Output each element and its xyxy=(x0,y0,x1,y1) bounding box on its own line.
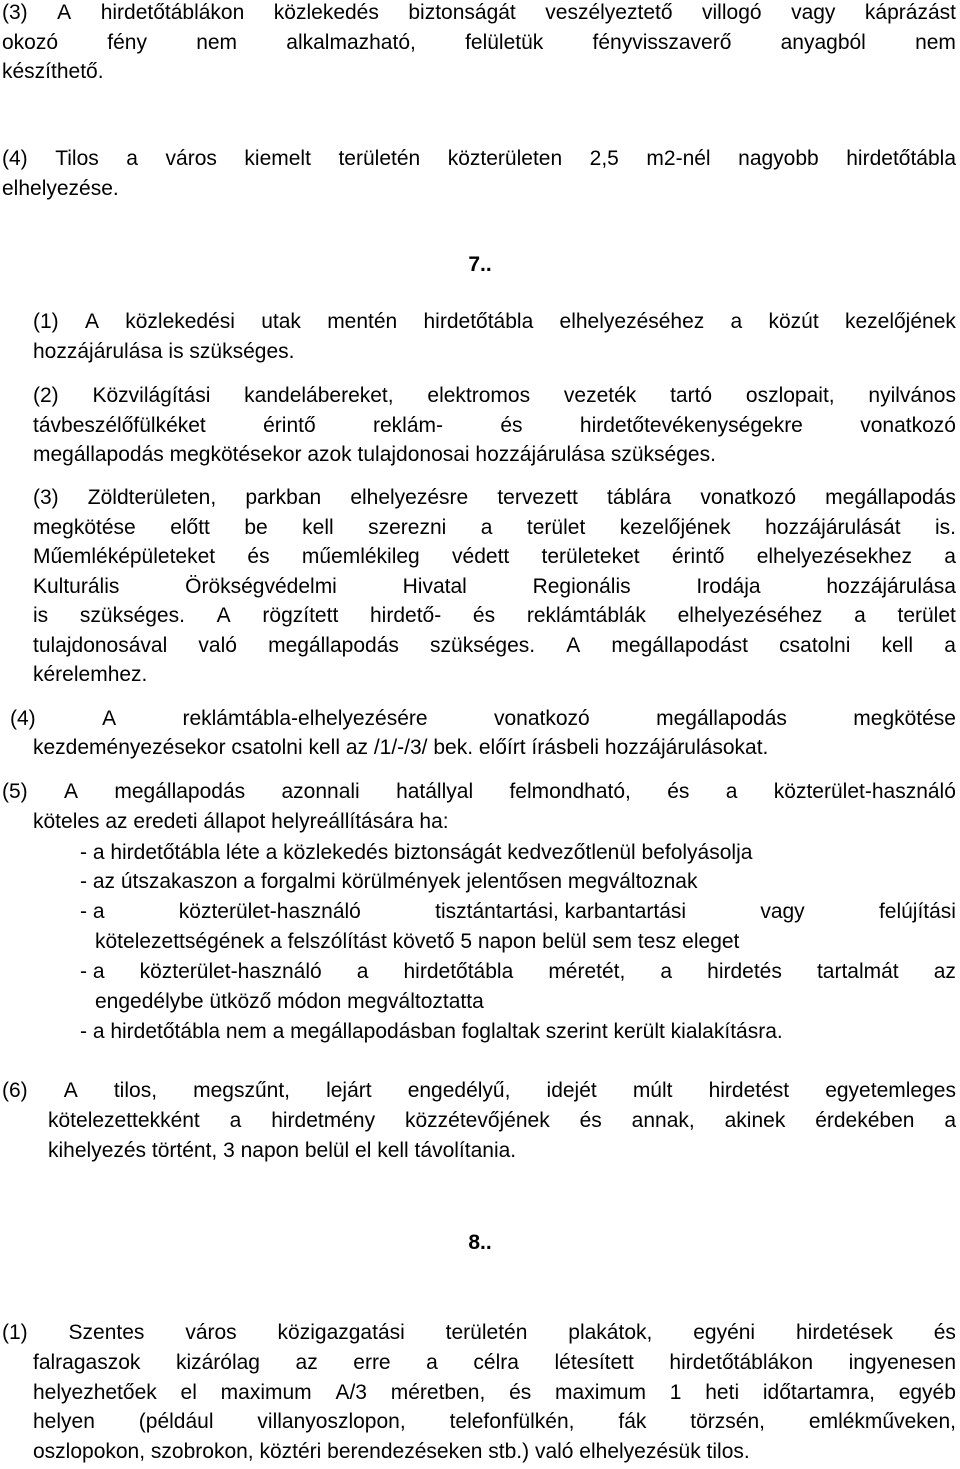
word: elhelyezéséhez xyxy=(677,604,823,627)
word: nagyobb xyxy=(738,147,819,170)
word: (1) xyxy=(33,310,59,333)
word: A xyxy=(84,310,99,333)
word: az xyxy=(295,1351,318,1374)
word: felújítási xyxy=(878,900,956,923)
word: (6) xyxy=(2,1079,28,1102)
s7-p5-item-3-line2: kötelezettségének a felszólítást követő 5 napon belül sem tesz eleget xyxy=(95,930,740,953)
word: a xyxy=(356,960,369,983)
word: m2-nél xyxy=(646,147,711,170)
word: hirdetés xyxy=(707,960,782,983)
word: ingyenesen xyxy=(848,1351,956,1374)
word: (3) xyxy=(33,486,59,509)
word: a xyxy=(725,780,738,803)
word: oszlopait, xyxy=(745,384,835,407)
s8-p1-line2 xyxy=(33,1350,956,1376)
word: telefonfülkén, xyxy=(449,1410,575,1433)
word: célra xyxy=(473,1351,519,1374)
word: hirdetőtábla xyxy=(423,310,534,333)
word: elektromos xyxy=(427,384,531,407)
word: védett xyxy=(452,545,510,568)
word: érintő xyxy=(671,545,725,568)
word: múlt xyxy=(632,1079,673,1102)
word: a xyxy=(229,1109,242,1132)
word: egyéni xyxy=(693,1321,756,1344)
s8-p1-line4 xyxy=(33,1409,956,1435)
word: és xyxy=(579,1109,602,1132)
word: Közvilágítási xyxy=(92,384,211,407)
word: nyilvános xyxy=(868,384,956,407)
word: be xyxy=(244,516,268,539)
word: kizárólag xyxy=(175,1351,260,1374)
s7-p3-line5 xyxy=(33,603,956,629)
s7-p3-line6 xyxy=(33,633,956,659)
word: létesített xyxy=(554,1351,634,1374)
word: érdekében xyxy=(815,1109,915,1132)
word: Zöldterületen, xyxy=(87,486,217,509)
word: akinek xyxy=(724,1109,786,1132)
word: hirdetést xyxy=(708,1079,790,1102)
word: A xyxy=(216,604,231,627)
word: hirdetőtábla xyxy=(846,147,956,170)
word: egyetemleges xyxy=(825,1079,956,1102)
word: időtartamra, xyxy=(762,1381,875,1404)
word: (4) xyxy=(10,707,36,730)
word: felmondható, xyxy=(509,780,631,803)
word: közlekedési xyxy=(125,310,235,333)
word: terület xyxy=(897,604,956,627)
word: kötelezettekként xyxy=(48,1109,200,1132)
word: hirdetőtáblákon xyxy=(100,1,245,24)
word: megállapodás xyxy=(268,634,399,657)
word: megszűnt, xyxy=(193,1079,290,1102)
s6-p3-line3: készíthető. xyxy=(2,60,104,83)
word: fák xyxy=(618,1410,647,1433)
s6-p3-line1 xyxy=(2,0,956,26)
word: tartó xyxy=(670,384,713,407)
word: erre xyxy=(353,1351,391,1374)
s7-p5-item-3-line1 xyxy=(80,899,956,925)
word: falragaszok xyxy=(33,1351,141,1374)
word: Szentes xyxy=(68,1321,145,1344)
word: villogó xyxy=(702,1,762,24)
word: területén xyxy=(445,1321,528,1344)
s7-p6-line1 xyxy=(2,1078,956,1104)
word: 1 xyxy=(669,1381,682,1404)
word: A xyxy=(63,1079,78,1102)
word: közlekedés xyxy=(273,1,379,24)
word: A/3 xyxy=(335,1381,367,1404)
word: helyen xyxy=(33,1410,95,1433)
s7-p6-line2 xyxy=(48,1108,956,1134)
word: közterület-használó xyxy=(178,900,361,923)
word: előtt xyxy=(170,516,210,539)
word: megállapodás xyxy=(114,780,246,803)
s7-p4-line1 xyxy=(10,706,956,732)
word: területén xyxy=(338,147,421,170)
word: hirdetések xyxy=(795,1321,893,1344)
word: város xyxy=(165,147,217,170)
word: (1) xyxy=(2,1321,28,1344)
word: és xyxy=(933,1321,956,1344)
s8-p1-line3 xyxy=(33,1380,956,1406)
word: kell xyxy=(302,516,334,539)
word: anyagból xyxy=(780,31,866,54)
word: méretét, xyxy=(548,960,626,983)
word: az xyxy=(933,960,956,983)
word: Regionális xyxy=(532,575,631,598)
word: idejét xyxy=(546,1079,597,1102)
word: A xyxy=(102,707,117,730)
s7-p3-line7: kérelemhez. xyxy=(33,663,148,686)
word: elhelyezéséhez xyxy=(559,310,705,333)
word: alkalmazható, xyxy=(286,31,416,54)
s7-p3-line3 xyxy=(33,544,956,570)
word: lejárt xyxy=(326,1079,372,1102)
s7-p2-line3: megállapodás megkötésekor azok tulajdonosai hozzájárulása szükséges. xyxy=(33,443,716,466)
word: vonatkozó xyxy=(493,707,590,730)
word: területeket xyxy=(541,545,640,568)
word: reklám- xyxy=(373,414,444,437)
s7-p1-line2: hozzájárulása is szükséges. xyxy=(33,340,295,363)
word: A xyxy=(57,1,72,24)
word: közzétevőjének xyxy=(404,1109,550,1132)
s7-p5-item-2: - az útszakaszon a forgalmi körülmények jelentősen megváltoznak xyxy=(80,870,698,893)
word: kiemelt xyxy=(244,147,311,170)
word: megállapodás xyxy=(656,707,787,730)
word: a xyxy=(854,604,866,627)
word: reklámtábla-elhelyezésére xyxy=(182,707,428,730)
word: (2) xyxy=(33,384,59,407)
word: fény xyxy=(107,31,147,54)
word: el xyxy=(180,1381,197,1404)
word: okozó xyxy=(2,31,59,54)
word: hirdetőtábla xyxy=(403,960,514,983)
s7-p5-line1 xyxy=(2,779,956,805)
word: méretben, xyxy=(390,1381,486,1404)
s7-p6-line3: kihelyezés történt, 3 napon belül el kell távolítania. xyxy=(48,1139,517,1162)
word: reklámtáblák xyxy=(526,604,646,627)
word: hatállyal xyxy=(396,780,474,803)
s6-p4-line1 xyxy=(2,146,956,172)
word: mentén xyxy=(327,310,398,333)
word: elhelyezésre xyxy=(350,486,469,509)
s7-p5-item-1: - a hirdetőtábla léte a közlekedés biztonságát kedvezőtlenül befolyásolja xyxy=(80,841,753,864)
word: nem xyxy=(915,31,956,54)
word: (3) xyxy=(2,1,28,24)
word: Tilos xyxy=(55,147,99,170)
s7-p3-line1 xyxy=(33,485,956,511)
word: helyezhetőek xyxy=(33,1381,157,1404)
word: tartalmát xyxy=(816,960,899,983)
s6-p3-line2 xyxy=(2,30,956,56)
s7-p2-line2 xyxy=(33,413,956,439)
s7-p2-line1 xyxy=(33,383,956,409)
word: és xyxy=(667,780,690,803)
word: maximum xyxy=(220,1381,312,1404)
word: Irodája xyxy=(696,575,761,598)
word: maximum xyxy=(555,1381,647,1404)
word: káprázást xyxy=(864,1,956,24)
word: rögzített xyxy=(262,604,339,627)
word: heti xyxy=(705,1381,740,1404)
word: a xyxy=(944,1109,956,1132)
word: hirdetmény xyxy=(271,1109,376,1132)
section-8-heading: 8.. xyxy=(468,1231,492,1254)
word: és xyxy=(247,545,270,568)
word: műemlékileg xyxy=(301,545,420,568)
word: Kulturális xyxy=(33,575,120,598)
word: tulajdonosával xyxy=(33,634,168,657)
word: csatolni xyxy=(779,634,851,657)
word: is. xyxy=(934,516,956,539)
word: tisztántartási, karbantartási xyxy=(435,900,687,923)
word: és xyxy=(509,1381,532,1404)
word: elhelyezésekhez xyxy=(756,545,912,568)
word: megállapodás xyxy=(825,486,956,509)
word: kezelőjének xyxy=(619,516,731,539)
word: a xyxy=(426,1351,438,1374)
s7-p3-line4 xyxy=(33,574,956,600)
word: A xyxy=(566,634,581,657)
word: annak, xyxy=(631,1109,695,1132)
word: közterület-használó xyxy=(139,960,322,983)
word: táblára xyxy=(606,486,672,509)
word: - a xyxy=(80,900,105,923)
word: megállapodást xyxy=(611,634,749,657)
word: veszélyeztető xyxy=(545,1,673,24)
word: való xyxy=(198,634,237,657)
word: és xyxy=(500,414,523,437)
word: hirdetőtáblákon xyxy=(669,1351,814,1374)
word: hirdetőtevékenységekre xyxy=(579,414,803,437)
s8-p1-line5: oszlopokon, szobrokon, köztéri berendezéseken stb.) való elhelyezésük tilos. xyxy=(33,1440,750,1463)
word: megkötése xyxy=(853,707,956,730)
word: vagy xyxy=(791,1,836,24)
s8-p1-line1 xyxy=(2,1320,956,1346)
word: biztonságát xyxy=(408,1,516,24)
word: azonnali xyxy=(281,780,360,803)
word: a xyxy=(480,516,493,539)
word: Örökségvédelmi xyxy=(185,575,337,598)
word: megkötése xyxy=(33,516,136,539)
word: szükséges. xyxy=(79,604,185,627)
word: város xyxy=(185,1321,237,1344)
word: nem xyxy=(196,31,238,54)
word: emlékműveken, xyxy=(808,1410,956,1433)
word: 2,5 xyxy=(589,147,619,170)
word: tilos, xyxy=(113,1079,158,1102)
word: - a xyxy=(80,960,105,983)
word: a xyxy=(944,545,956,568)
word: (4) xyxy=(2,147,28,170)
word: Műemléképületeket xyxy=(33,545,216,568)
word: kell xyxy=(881,634,914,657)
word: terület xyxy=(526,516,586,539)
word: tervezett xyxy=(497,486,578,509)
word: A xyxy=(64,780,79,803)
word: a xyxy=(944,634,956,657)
word: és xyxy=(472,604,496,627)
word: közút xyxy=(768,310,819,333)
word: Hivatal xyxy=(402,575,467,598)
word: a xyxy=(730,310,743,333)
word: felületük xyxy=(465,31,544,54)
word: hozzájárulása xyxy=(826,575,956,598)
word: közterület-használó xyxy=(773,780,956,803)
word: közterületen xyxy=(447,147,563,170)
word: (5) xyxy=(2,780,28,803)
word: utak xyxy=(261,310,301,333)
word: a xyxy=(660,960,673,983)
s7-p5-item-4-line2: engedélybe ütköző módon megváltoztatta xyxy=(95,990,484,1013)
word: engedélyű, xyxy=(407,1079,511,1102)
s7-p1-line1 xyxy=(33,309,956,335)
word: hirdető- xyxy=(370,604,442,627)
section-7-heading: 7.. xyxy=(468,253,492,276)
word: hozzájárulását xyxy=(765,516,901,539)
word: törzsén, xyxy=(690,1410,765,1433)
word: szükséges. xyxy=(430,634,536,657)
word: villanyoszlopon, xyxy=(257,1410,406,1433)
s7-p5-item-4-line1 xyxy=(80,959,956,985)
word: szerezni xyxy=(368,516,447,539)
word: a xyxy=(126,147,138,170)
word: kezelőjének xyxy=(844,310,956,333)
word: egyéb xyxy=(898,1381,956,1404)
word: vezeték xyxy=(563,384,637,407)
word: (például xyxy=(138,1410,214,1433)
word: közigazgatási xyxy=(277,1321,405,1344)
s6-p4-line2: elhelyezése. xyxy=(2,177,119,200)
word: távbeszélőfülkéket xyxy=(33,414,206,437)
s7-p3-line2 xyxy=(33,515,956,541)
s7-p5-item-5: - a hirdetőtábla nem a megállapodásban foglaltak szerint került kialakításra. xyxy=(80,1020,783,1043)
word: parkban xyxy=(245,486,322,509)
s7-p4-line2: kezdeményezésekor csatolni kell az /1/-/3/ bek. előírt írásbeli hozzájárulásokat. xyxy=(33,736,769,759)
word: kandelábereket, xyxy=(244,384,394,407)
word: is xyxy=(33,604,49,627)
word: vonatkozó xyxy=(860,414,956,437)
word: vagy xyxy=(760,900,805,923)
word: vonatkozó xyxy=(700,486,797,509)
s7-p5-line2: köteles az eredeti állapot helyreállítására ha: xyxy=(33,810,449,833)
word: fényvisszaverő xyxy=(592,31,732,54)
word: érintő xyxy=(263,414,316,437)
word: plakátok, xyxy=(568,1321,653,1344)
